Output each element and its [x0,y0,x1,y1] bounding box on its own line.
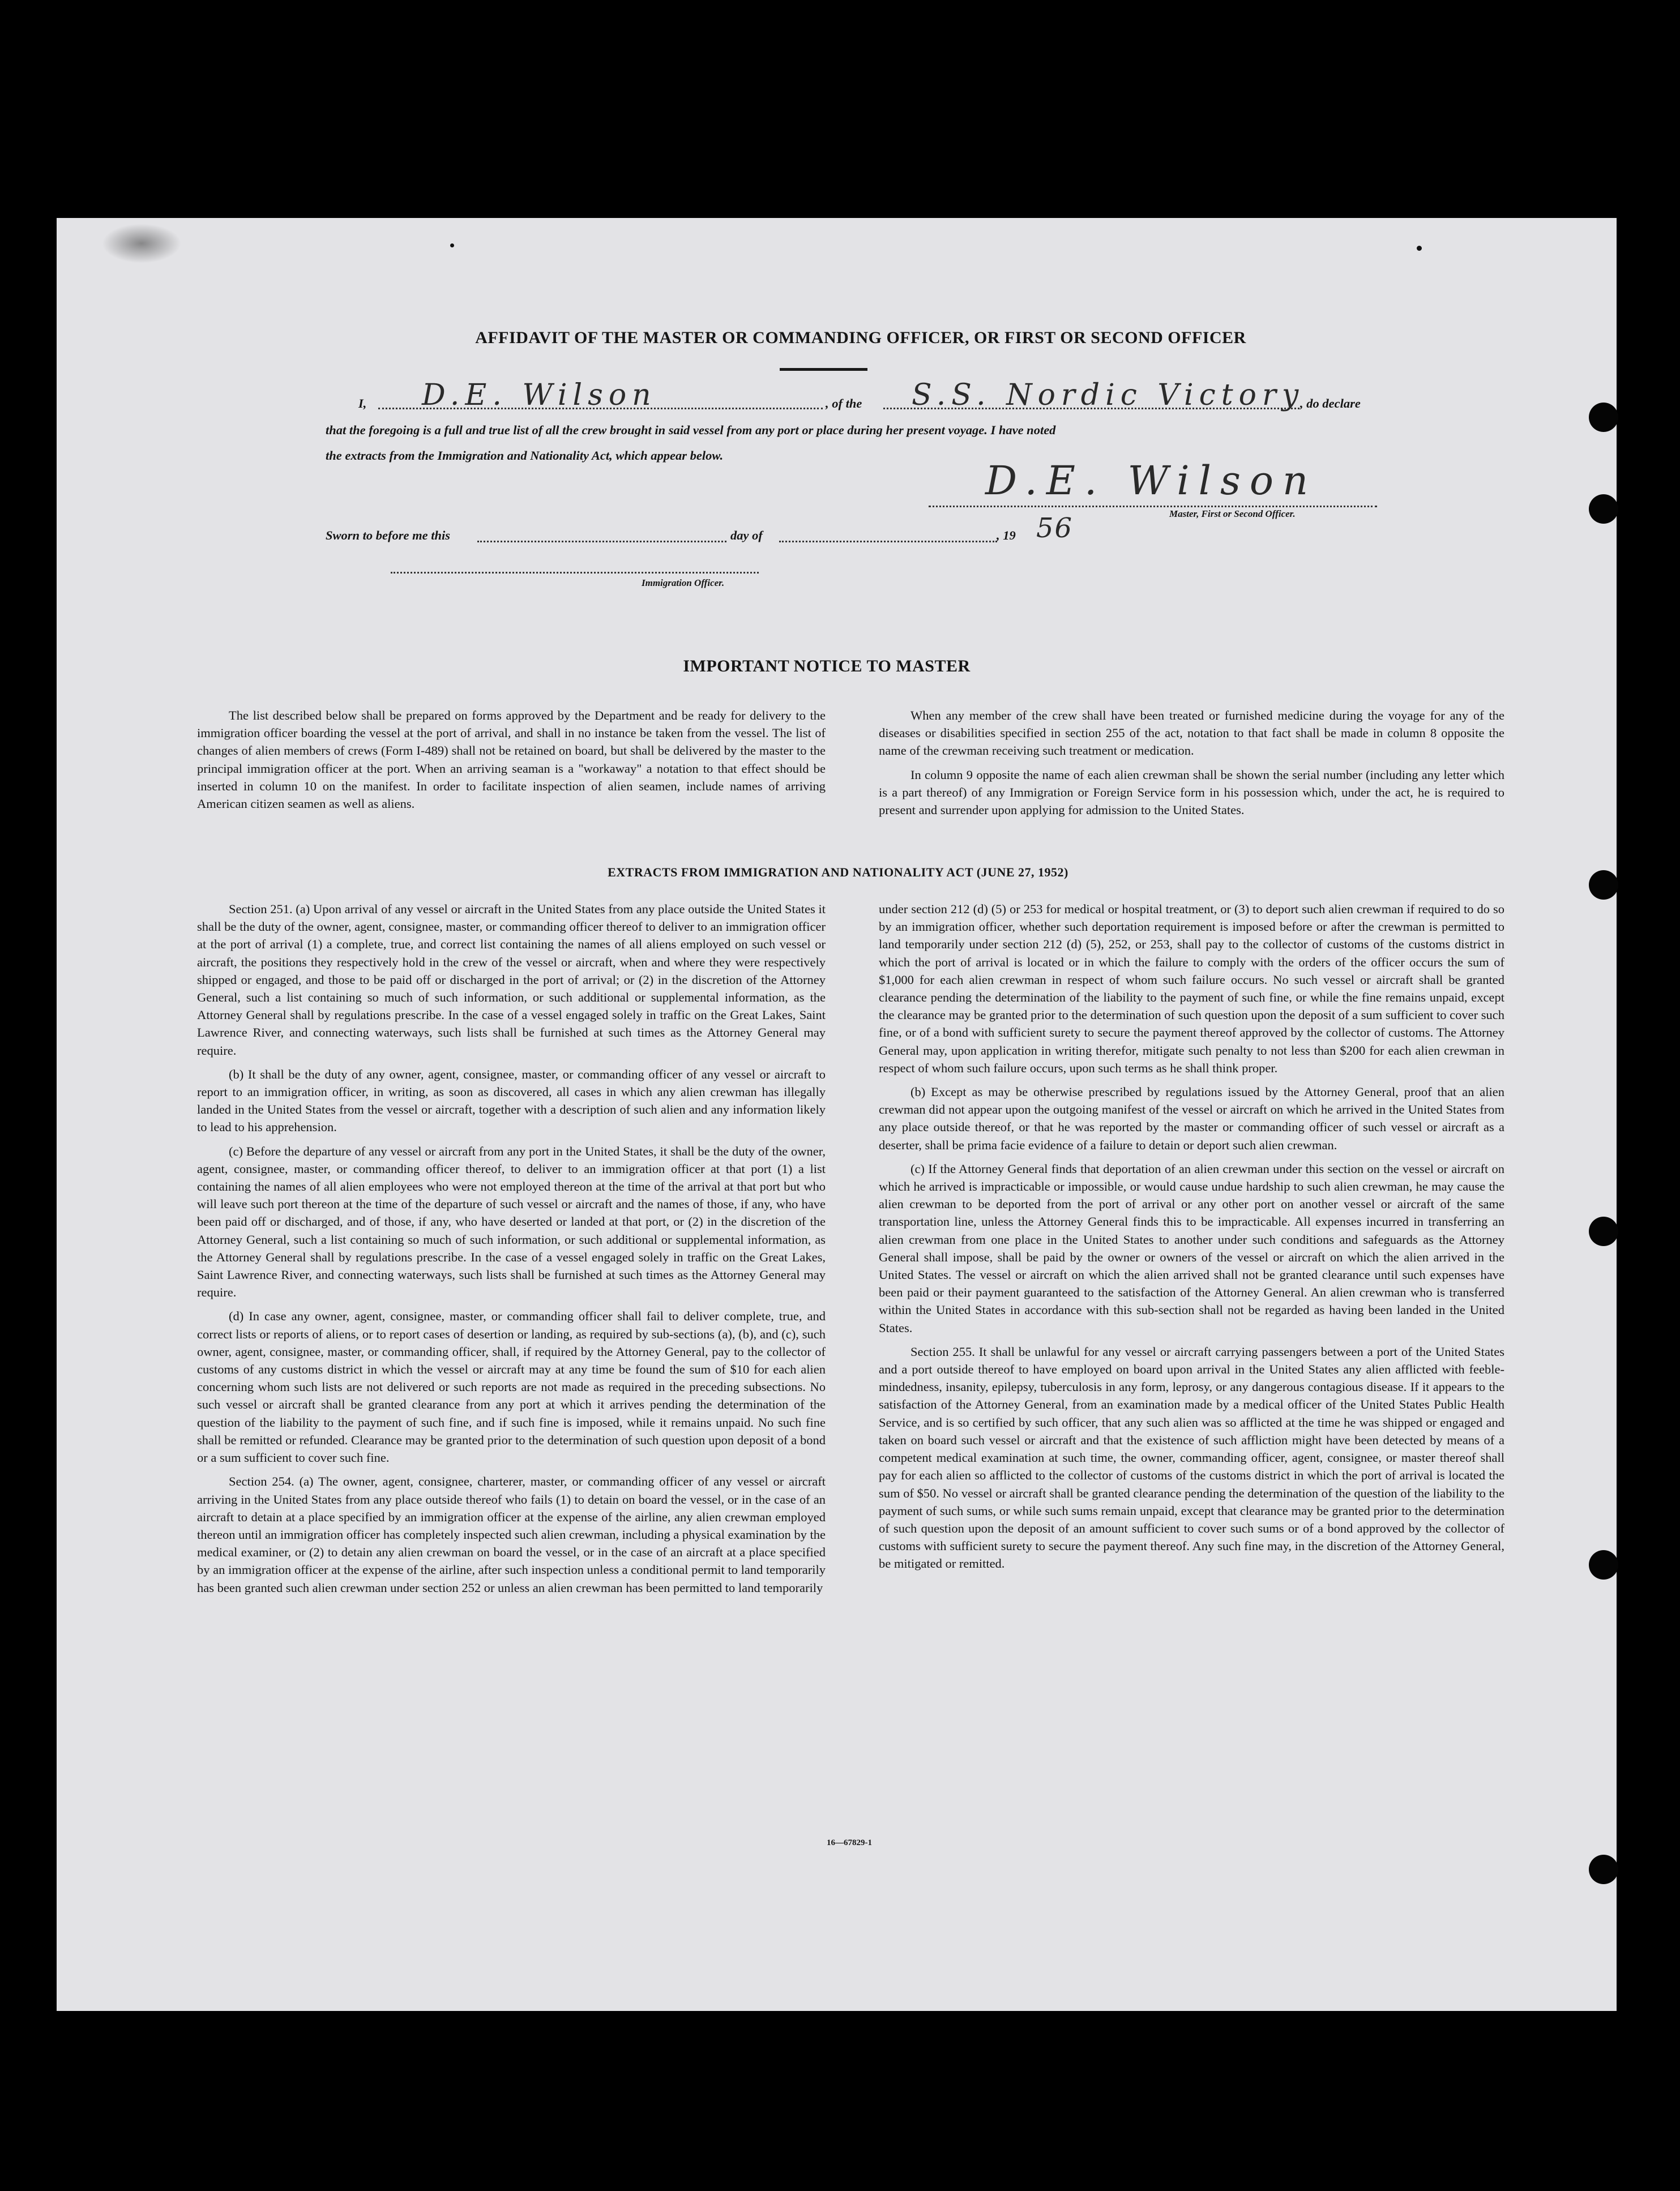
notice-left-column [197,707,826,819]
declaration-line-1: that the foregoing is a full and true list of all the crew brought in said vessel from any port or place during her present voyage. I have noted [326,423,1056,437]
extract-paragraph: (b) Except as may be otherwise prescribed by regulations issued by the Attorney General, proof that an alien crewman did not appear upon the outgoing manifest of the vessel or aircraft on which he arrived in the United States from any place outside thereof, or that he was reported by the master or commanding officer of such vessel or aircraft as a deserter, shall be prima facie evidence of a failure to detain or deport such alien crewman. [879,1085,1504,1152]
notice-right-column [879,707,1504,825]
extract-paragraph: (b) It shall be the duty of any owner, agent, consignee, master, or commanding officer of any vessel or aircraft to report to an immigration officer, in writing, as soon as discovered, all cases in which any alien crewman has illegally landed in the United States from the vessel or aircraft, together with a description of such alien and any information likely to lead to his apprehension. [197,1067,826,1135]
punch-hole [1589,494,1618,524]
punch-hole [1589,870,1618,900]
declaration-line-2: the extracts from the Immigration and Nationality Act, which appear below. [326,448,724,463]
extract-paragraph: (c) Before the departure of any vessel or aircraft from any port in the United States, it shall be the duty of the owner, agent, consignee, master, or commanding officer thereof, to deliver to an immigration officer at that port (1) a list containing the names of all alien employees who were not employed thereon at the time of the arrival at that port but who will leave such port thereon at the time of the departure of such vessel or aircraft and the names of those, if any, who have been paid off or discharged, and of those, if any, who have deserted or landed at that port, or (2) in the discretion of the Attorney General, such a list containing so much of such information, or such additional or supplemental information, as the Attorney General shall by regulations prescribe. In the case of a vessel engaged solely in traffic on the Great Lakes, Saint Lawrence River, and connecting waterways, such lists shall be furnished at such times as the Attorney General may require. [197,1144,826,1300]
extracts-left-column [197,900,826,1603]
punch-hole [1589,1217,1618,1246]
affidavit-title: AFFIDAVIT OF THE MASTER OR COMMANDING OFFICER, OR FIRST OR SECOND OFFICER [475,328,1246,347]
punch-hole [1589,403,1618,432]
immigration-officer-caption: Immigration Officer. [642,577,725,588]
sworn-month-line [779,541,997,542]
extract-paragraph: Section 251. (a) Upon arrival of any vessel or aircraft in the United States from any place outside the United States it shall be the duty of the owner, agent, consignee, master, or commanding officer thereof to deliver to an immigration officer at the port of arrival (1) a complete, true, and correct list containing the names of all aliens employed on such vessel or aircraft, the positions they respectively hold in the crew of the vessel or aircraft, when and where they were respectively shipped or engaged, and those to be paid off or discharged in the port of arrival; or (2) in the discretion of the Attorney General, such a list containing so much of such information, or such additional or supplemental information, as the Attorney General shall by regulations prescribe. In the case of a vessel engaged solely in traffic on the Great Lakes, Saint Lawrence River, and connecting waterways, such lists shall be furnished at such times as the Attorney General may require. [197,902,826,1058]
year-prefix: , 19 [997,528,1016,542]
signature-line [929,506,1377,507]
signature-handwriting: D.E. Wilson [985,457,1318,504]
title-rule [780,368,867,371]
notice-paragraph: When any member of the crew shall have been treated or furnished medicine during the voyage for any of the diseases or disabilities specified in section 255 of the act, notation to that fact shall be made in column 8 opposite the name of the crewman receiving such treatment or medication. [879,708,1504,758]
of-the-label: , of the [826,396,862,410]
day-of-label: day of [730,528,763,542]
do-declare-label: , do declare [1300,396,1361,410]
immigration-officer-line [391,572,759,574]
extract-paragraph: (c) If the Attorney General finds that deportation of an alien crewman under this section on the vessel or aircraft on which he arrived is impracticable or impossible, or would cause undue hardship to such alien crewman, he may cause the alien crewman to be deported from the port of arrival or any other port on another vessel or aircraft of the same transportation line, unless the Attorney General finds this to be impracticable. All expenses incurred in transferring an alien crewman from one place in the United States to another under such conditions and safeguards as the Attorney General shall impose, shall be paid by the owner or owners of the vessel or aircraft on which the alien arrived in the United States. The vessel or aircraft on which the alien arrived shall not be granted clearance until such expenses have been paid or their payment guaranteed to the satisfaction of the Attorney General. An alien crewman who is transferred within the United States in accordance with this sub-section shall not be regarded as having been landed in the United States. [879,1161,1504,1335]
extract-paragraph: under section 212 (d) (5) or 253 for medical or hospital treatment, or (3) to deport such alien crewman if required to do so by an immigration officer, whether such deportation requirement is imposed before or after the crewman is permitted to land temporarily under section 212 (d) (5), 252, or 253, shall pay to the collector of customs of the customs district in which the port of arrival is located or in which the failure to comply with the orders of the officer occurs the sum of $1,000 for each alien crewman in respect of whom such failure occurs. No such vessel or aircraft shall be granted clearance pending the determination of the liability to the payment of such fine, or while the fine remains unpaid, except the clearance may be granted prior to the determination of such question upon the deposit of a sum sufficient to cover such fine, or of a bond with sufficient surety to secure the payment thereof approved by the collector of customs. The Attorney General may, upon application in writing therefor, mitigate such penalty to not less than $200 for each alien crewman in respect of whom such failure occurs, upon such terms as he shall think proper. [879,902,1504,1075]
extract-paragraph: Section 255. It shall be unlawful for any vessel or aircraft carrying passengers between a port of the United States and a port outside thereof to have employed on board upon arrival in the United States any alien afflicted with feeble-mindedness, insanity, epilepsy, tuberculosis in any form, leprosy, or any dangerous contagious disease. If it appears to the satisfaction of the Attorney General, from an examination made by a medical officer of the United States Public Health Service, and is so certified by such officer, that any such alien was so afflicted at the time he was shipped or engaged and taken on board such vessel or aircraft and that the existence of such affliction might have been detected by means of a competent medical examination at such time, the owner, commanding officer, agent, consignee, or master thereof shall pay for each alien so afflicted to the collector of customs of the customs district in which the port of arrival is located the sum of $50. No vessel or aircraft shall be granted clearance pending the determination of the question of the liability to the payment of such sums, or while such sums remain unpaid, except that clearance may be granted prior to the determination of such question upon the deposit of an amount sufficient to cover such sums or of a bond approved by the collector of customs with sufficient surety to secure the payment thereof. Any such fine may, in the discretion of the Attorney General, be mitigated or remitted. [879,1344,1504,1571]
extracts-right-column [879,900,1504,1579]
year-handwriting: 56 [1036,512,1074,544]
extract-paragraph: (d) In case any owner, agent, consignee, master, or commanding officer shall fail to deliver complete, true, and correct lists or reports of aliens, or to report cases of desertion or landing, as required by sub-sections (a), (b), and (c), such owner, agent, consignee, master, or commanding officer, shall, if required by the Attorney General, pay to the collector of customs of any customs district in which the vessel or aircraft may at any time be found the sum of $10 for each alien concerning whom such lists are not delivered or such reports are not made as required in the preceding subsections. No such vessel or aircraft shall be granted clearance from any port at which it arrives pending the determination of the question of the liability to the payment of such fine, and if such fine is imposed, while it remains unpaid. No such fine shall be remitted or refunded. Clearance may be granted prior to the determination of such question upon deposit of a bond or a sum sufficient to cover such fine. [197,1309,826,1465]
sworn-label: Sworn to before me this [326,528,451,542]
scan-smudge [102,224,181,263]
punch-hole [1589,1855,1618,1884]
vessel-name-handwriting: S.S. Nordic Victory [912,378,1305,412]
form-number: 16—67829-1 [827,1838,872,1847]
sworn-day-line [477,541,726,542]
punch-hole [1589,1550,1618,1580]
notice-paragraph: In column 9 opposite the name of each alien crewman shall be shown the serial number (including any letter which is a part thereof) of any Immigration or Foreign Service form in his possession which, under the act, he is required to present and surrender upon applying for admission to the United States. [879,767,1504,818]
speck [450,243,454,247]
signature-caption: Master, First or Second Officer. [1169,508,1296,519]
declare-prefix: I, [358,396,367,410]
speck [1417,246,1422,251]
notice-paragraph: The list described below shall be prepared on forms approved by the Department and be ready for delivery to the immigration officer boarding the vessel at the port of arrival, and shall in no instance be taken from the vessel. The list of changes of alien members of crews (Form I-489) shall not be retained on board, but shall be delivered by the master to the principal immigration officer at the port. When an arriving seaman is a "workaway" a notation to that effect should be inserted in column 10 on the manifest. In order to facilitate inspection of alien seamen, include names of arriving American citizen seamen as well as aliens. [197,708,826,811]
extract-paragraph: Section 254. (a) The owner, agent, consignee, charterer, master, or commanding officer of any vessel or aircraft arriving in the United States from any place outside thereof who fails (1) to detain on board the vessel, or in the case of an aircraft to detain at a place specified by an immigration officer at the expense of the airline, any alien crewman employed thereon until an immigration officer has completely inspected such alien crewman, including a physical examination by the medical examiner, or (2) to detain any alien crewman on board the vessel, or in the case of an aircraft at a place specified by an immigration officer at the expense of the airline, after such inspection unless a conditional permit to land temporarily has been granted such alien crewman under section 252 or unless an alien crewman has been permitted to land temporarily [197,1474,826,1595]
notice-title: IMPORTANT NOTICE TO MASTER [683,657,971,675]
extracts-title: EXTRACTS FROM IMMIGRATION AND NATIONALITY ACT (JUNE 27, 1952) [608,865,1068,879]
officer-name-handwriting: D.E. Wilson [422,378,657,412]
